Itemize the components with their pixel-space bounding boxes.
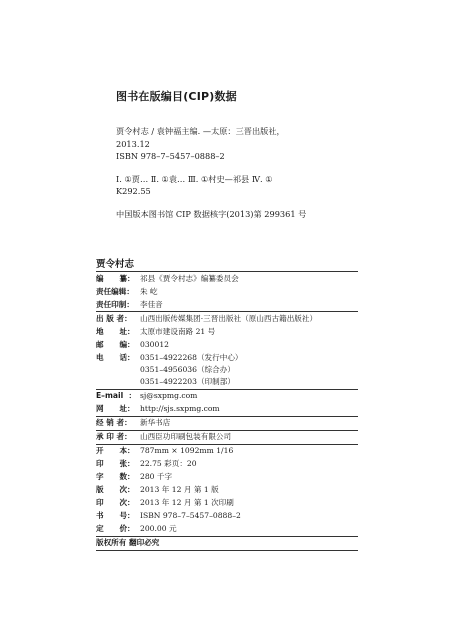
info-value: ISBN 978–7–5457–0888–2	[140, 511, 241, 521]
rights-row	[96, 536, 358, 551]
info-label: 印 张：	[96, 459, 135, 469]
info-value: http://sjs.sxpmg.com	[140, 404, 220, 414]
info-row-isbn	[96, 510, 358, 523]
info-label: 定 价：	[96, 524, 135, 534]
cip-classification-code: K292.55	[116, 186, 151, 197]
info-row-print-manager	[96, 298, 358, 311]
info-label: 责任编辑：	[96, 286, 134, 296]
cip-line: 2013.12	[116, 138, 150, 149]
info-row-email	[96, 389, 358, 403]
info-value: 280 千字	[140, 472, 173, 482]
info-row-publisher	[96, 311, 358, 325]
info-value: 山西出版传媒集团·三晋出版社（原山西古籍出版社）	[140, 313, 318, 323]
info-row-website	[96, 403, 358, 416]
info-label: 邮 编：	[96, 339, 135, 349]
info-label: 网 址：	[96, 404, 135, 414]
info-row-format	[96, 444, 358, 458]
info-value: 李佳音	[140, 299, 163, 309]
info-row-address	[96, 325, 358, 338]
info-label: 书 号：	[96, 511, 135, 521]
info-row-edition	[96, 484, 358, 497]
info-label: 责任印制：	[96, 299, 134, 309]
info-row-compiler	[96, 271, 358, 285]
info-label: 编 纂：	[96, 273, 135, 283]
info-row-price	[96, 523, 358, 536]
book-title: 贾令村志	[96, 259, 135, 270]
info-row-word-count	[96, 471, 358, 484]
info-value: 0351–4922268（发行中心） 0351–4956036（综合办） 0351–4922203（印制部）	[140, 352, 243, 387]
info-row-distributor	[96, 416, 358, 430]
info-row-postcode	[96, 338, 358, 351]
cip-record-number: 中国版本图书馆 CIP 数据核字(2013)第 299361 号	[116, 208, 307, 219]
info-value: 22.75 彩页：20	[140, 459, 197, 469]
info-label: 地 址：	[96, 326, 135, 336]
info-row-phone	[96, 351, 358, 389]
info-label: 承 印 者：	[96, 432, 132, 442]
info-value: 祁县《贾令村志》编纂委员会	[140, 273, 239, 283]
info-label: 开 本：	[96, 446, 135, 456]
cip-title: 图书在版编目(CIP)数据	[116, 90, 237, 103]
info-row-printer	[96, 430, 358, 444]
info-label: 字 数：	[96, 472, 135, 482]
info-value: 030012	[140, 339, 169, 349]
info-label: 电 话：	[96, 352, 135, 362]
info-row-editor	[96, 285, 358, 298]
info-row-sheets	[96, 458, 358, 471]
info-value: 朱 屹	[140, 286, 158, 296]
info-value: 山西臣功印刷包装有限公司	[140, 432, 232, 442]
publication-info-table	[96, 271, 358, 551]
info-label: 印 次：	[96, 498, 135, 508]
info-row-printing	[96, 497, 358, 510]
info-value: 2013 年 12 月 第 1 次印刷	[140, 498, 234, 508]
copyright-notice: 版权所有 翻印必究	[96, 538, 160, 548]
info-value: 新华书店	[140, 418, 171, 428]
cip-line: 贾令村志 / 袁钟福主编. —太原：三晋出版社，	[116, 126, 285, 136]
cip-isbn: ISBN 978–7–5457–0888–2	[116, 151, 225, 162]
info-value: 2013 年 12 月 第 1 版	[140, 485, 219, 495]
info-value: 太原市建设南路 21 号	[140, 326, 216, 336]
info-label: E–mail ：	[96, 391, 137, 401]
info-value: 787mm × 1092mm 1/16	[140, 446, 234, 456]
info-label: 版 次：	[96, 485, 135, 495]
info-label: 经 销 者：	[96, 418, 132, 428]
info-value: sj@sxpmg.com	[140, 391, 198, 401]
cip-block	[116, 88, 356, 221]
cip-classification: Ⅰ. ①贾… Ⅱ. ①袁… Ⅲ. ①村史—祁县 Ⅳ. ①	[116, 173, 273, 184]
info-label: 出 版 者：	[96, 313, 132, 323]
info-value: 200.00 元	[140, 524, 177, 534]
